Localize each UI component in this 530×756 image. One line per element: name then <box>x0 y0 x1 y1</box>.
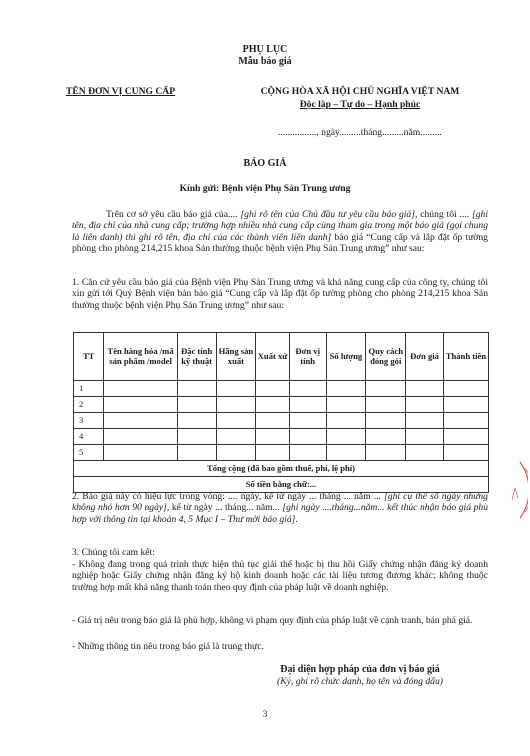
intro-text-2: chúng tôi .... <box>420 209 472 220</box>
form-name: Mẫu báo giá <box>238 56 292 67</box>
date-line: ................, ngày.........tháng.........năm......... <box>278 127 442 138</box>
signature-title: Đại diện hợp pháp của đơn vị báo giá <box>280 664 440 675</box>
commitments-heading: 3. Chúng tôi cam kết: <box>72 547 155 558</box>
col-header: Tên hàng hóa /mã sản phẩm /model <box>104 333 177 381</box>
intro-note-2: [ghi tên, địa chỉ của nhà cung cấp; trường hợp nhiều nhà cung cấp cùng tham gia trong một báo giá (gọi chung là liên danh) thì ghi rõ tên, địa chỉ của các thành viên liên danh] <box>72 209 488 243</box>
signature-note: (Ký, ghi rõ chức danh, họ tên và đóng dấu) <box>277 676 443 687</box>
col-header: Đặc tính kỹ thuật <box>177 333 216 381</box>
intro-text-3: báo giá “Cung cấp và lắp đặt ốp tường phòng cho phòng 214,215 khoa Sản thường thuộc bệnh viện Phụ Sản Trung ương” như sau: <box>72 231 488 254</box>
col-header: Quy cách đóng gói <box>366 333 406 381</box>
commitment-3: - Những thông tin nêu trong báo giá là trung thực. <box>72 641 264 652</box>
in-words-label: Số tiền bằng chữ:... <box>74 477 489 493</box>
table-row <box>74 413 489 429</box>
row-number: 3 <box>74 413 104 429</box>
total-row <box>74 461 489 477</box>
validity-note-2: [ghi ngày ....tháng...năm... kết thúc nhận báo giá phù hợp với thông tin tại khoản 4, 5 Mục I – Thư mời báo giá] <box>72 502 488 525</box>
row-number: 2 <box>74 397 104 413</box>
total-label: Tổng cộng (đã bao gồm thuế, phí, lệ phí) <box>74 461 489 477</box>
col-header: Xuất xứ <box>256 333 290 381</box>
col-header: Hãng sản xuất <box>216 333 256 381</box>
table-row <box>74 381 489 397</box>
supplier-label: TÊN ĐƠN VỊ CUNG CẤP <box>66 86 176 97</box>
nation-motto: Độc lập – Tự do – Hạnh phúc <box>299 99 421 110</box>
validity-end: . <box>295 513 298 525</box>
intro-paragraph <box>72 209 488 254</box>
stamp-mark-icon <box>506 460 528 520</box>
col-header: Thành tiền <box>443 333 488 381</box>
intro-note-1: [ghi rõ tên của Chủ đầu tư yêu cầu báo giá], <box>240 209 418 220</box>
row-number: 4 <box>74 429 104 445</box>
item-1: 1. Căn cứ yêu cầu báo giá của Bệnh viện Phụ Sản Trung ương và khả năng cung cấp của công ty, chúng tôi xin gửi tới Quý Bệnh viện bản báo giá “Cung cấp và lắp đặt ốp tường phòng cho phòng 214,215 khoa Sản thường thuộc bệnh viện Phụ Sản Trung ương” như sau: <box>72 277 488 311</box>
appendix-title: PHỤ LỤC <box>242 44 288 55</box>
col-header: Đơn giá <box>406 333 444 381</box>
validity-text-2: , kể từ ngày ... tháng... năm... <box>166 502 283 514</box>
validity-note-1: [ghi cụ thể số ngày nhưng không nhỏ hơn 90 ngày] <box>72 491 488 514</box>
validity-text: 2. Báo giá này có hiệu lực trong vòng: .... ngày, kể từ ngày ... tháng ... năm ... <box>72 491 385 502</box>
document-title: BÁO GIÁ <box>243 158 287 169</box>
row-number: 5 <box>74 445 104 461</box>
table-row <box>74 429 489 445</box>
commitment-2: - Giá trị nêu trong báo giá là phù hợp, không vi phạm quy định của pháp luật về cạnh tranh, bán phá giá. <box>72 615 473 626</box>
item-2 <box>72 491 488 525</box>
quotation-table <box>73 332 489 493</box>
col-header: TT <box>74 333 104 381</box>
table-row <box>74 397 489 413</box>
table-row <box>74 445 489 461</box>
intro-text-1: Trên cơ sở yêu cầu báo giá của.... <box>106 209 241 220</box>
col-header: Số lượng <box>326 333 366 381</box>
col-header: Đơn vị tính <box>289 333 326 381</box>
row-number: 1 <box>74 381 104 397</box>
nation-heading: CỘNG HÒA XÃ HỘI CHỦ NGHĨA VIỆT NAM <box>260 86 460 97</box>
recipient: Kính gửi: Bệnh viện Phụ Sản Trung ương <box>179 183 351 194</box>
table-header-row <box>74 333 489 381</box>
page-number: 3 <box>262 709 268 720</box>
commitment-1: - Không đang trong quá trình thực hiện thủ tục giải thể hoặc bị thu hồi Giấy chứng nhận đăng ký doanh nghiệp hoặc Giấy chứng nhận đăng ký hộ kinh doanh hoặc các tài liệu tương đương khác; không thuộc trường hợp mất khả năng thanh toán theo quy định của pháp luật về doanh nghiệp. <box>72 559 488 593</box>
